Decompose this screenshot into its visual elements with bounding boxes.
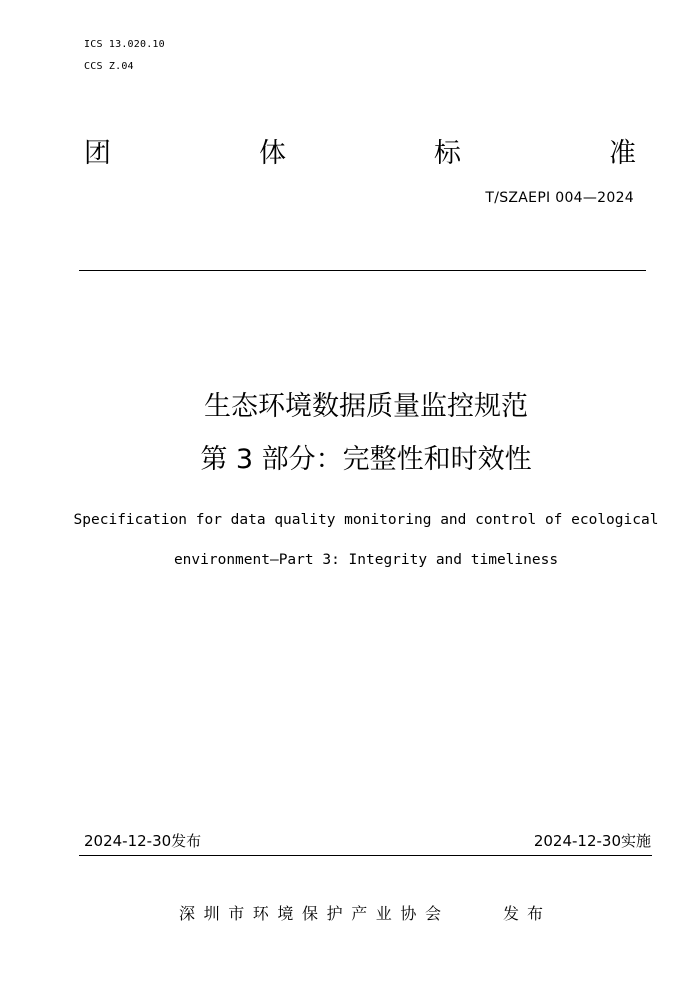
top-divider: [79, 270, 646, 271]
publish-label: 发布: [503, 904, 552, 923]
ccs-code: CCS Z.04: [84, 61, 134, 72]
implementation-date: 2024-12-30实施: [533, 832, 651, 850]
standard-type-title: [84, 136, 636, 172]
english-title-line-2: environment—Part 3: Integrity and timeliness: [173, 552, 559, 568]
standard-type-char: 准: [609, 138, 636, 169]
standard-type-char: 团: [84, 138, 111, 169]
ics-code: ICS 13.020.10: [84, 39, 165, 50]
chinese-title-line-2: 第 3 部分：完整性和时效性: [200, 444, 532, 475]
chinese-title-line-1: 生态环境数据质量监控规范: [204, 391, 528, 422]
issue-date: 2024-12-30发布: [84, 832, 202, 850]
publisher-name: 深圳市环境保护产业协会: [179, 904, 450, 923]
standard-number: T/SZAEPI 004—2024: [485, 190, 634, 206]
bottom-divider: [79, 855, 652, 856]
standard-type-char: 体: [259, 138, 286, 169]
standard-type-char: 标: [434, 138, 461, 169]
english-title-line-1: Specification for data quality monitoring and control of ecological: [73, 512, 659, 528]
